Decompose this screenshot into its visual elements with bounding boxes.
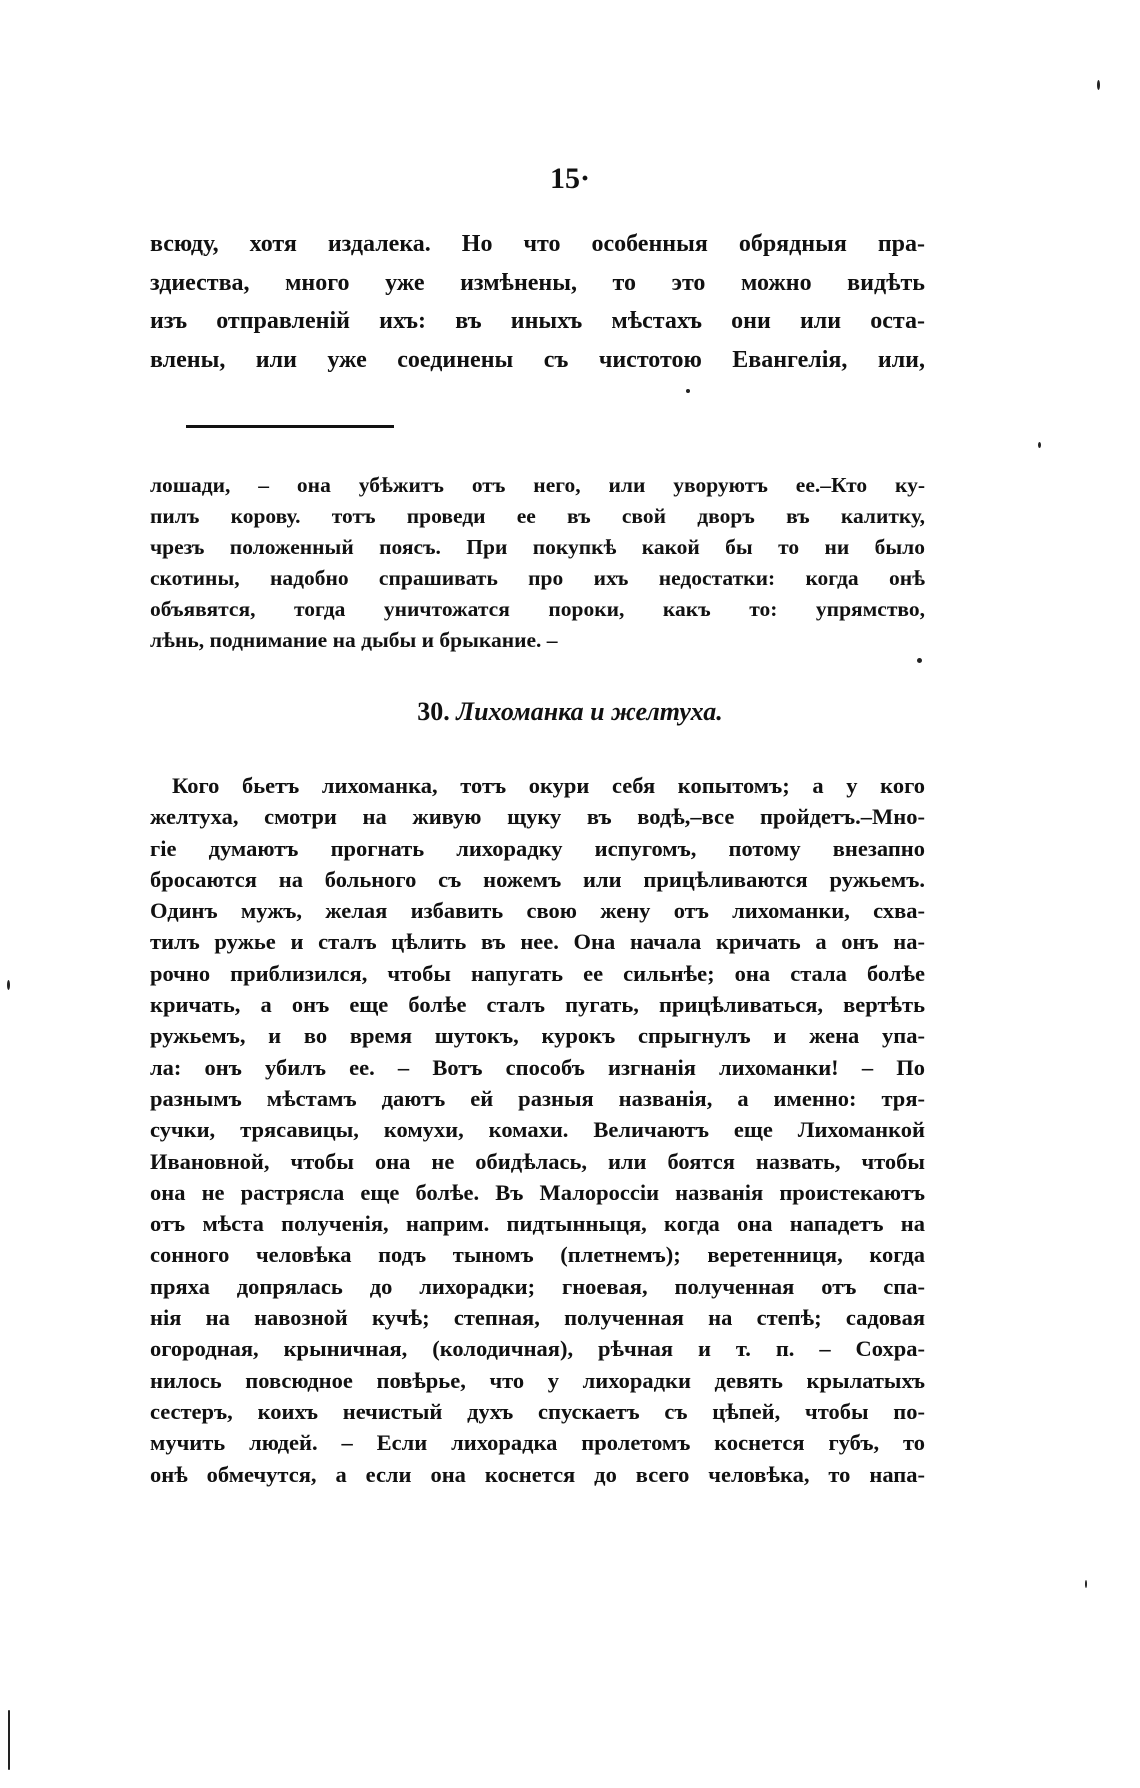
- footnote-block: [150, 470, 925, 656]
- text-line: Одинъ мужъ, желая избавить свою жену отъ лихоманки, схва-: [150, 898, 925, 924]
- text-line: здиества, много уже измѣнены, то это можно видѣть: [150, 269, 925, 296]
- text-line: онѣ обмечутся, а если она коснется до всего человѣка, то напа-: [150, 1461, 925, 1487]
- footnote-line: лошади, – она убѣжитъ отъ него, или уворуютъ ее.–Кто ку-: [150, 473, 925, 497]
- scan-speck: [1038, 442, 1041, 448]
- text-line: сучки, трясавицы, комухи, комахи. Величаютъ еще Лихоманкой: [150, 1117, 925, 1143]
- text-line: огородная, крыничная, (колодичная), рѣчная и т. п. – Сохра-: [150, 1336, 925, 1362]
- text-line: ла: онъ убилъ ее. – Вотъ способъ изгнанія лихоманки! – По: [150, 1054, 925, 1080]
- scan-speck: [8, 1710, 10, 1770]
- section-title: Лихоманка и желтуха.: [456, 697, 723, 726]
- text-line: пряха допрялась до лихорадки; гноевая, полученная отъ спа-: [150, 1273, 925, 1299]
- text-line: изъ отправленій ихъ: въ иныхъ мѣстахъ они или оста-: [150, 308, 925, 334]
- scan-speck: [1097, 80, 1100, 90]
- text-line: желтуха, смотри на живую щуку въ водѣ,–все пройдетъ.–Мно-: [150, 804, 925, 830]
- text-line: кричать, а онъ еще болѣе сталъ пугать, прицѣливаться, вертѣть: [150, 992, 925, 1018]
- footnote-line: скотины, надобно спрашивать про ихъ недостатки: когда онѣ: [150, 566, 925, 590]
- section-heading: [0, 697, 1140, 727]
- scan-speck: [917, 658, 922, 663]
- footnote-line: пилъ корову. тотъ проведи ее въ свой дворъ въ калитку,: [150, 504, 925, 528]
- text-line: мучить людей. – Если лихорадка пролетомъ коснется губъ, то: [150, 1430, 925, 1456]
- text-line: Ивановной, чтобы она не обидѣлась, или боятся назвать, чтобы: [150, 1148, 925, 1174]
- text-line: отъ мѣста полученія, наприм. пидтынныця, когда она нападетъ на: [150, 1211, 925, 1237]
- text-line: рочно приблизился, чтобы напугать ее сильнѣе; она стала болѣе: [150, 960, 925, 986]
- text-line: сонного человѣка подъ тыномъ (плетнемъ); веретенниця, когда: [150, 1242, 925, 1268]
- text-line: Кого бьетъ лихоманка, тотъ окури себя копытомъ; а у кого: [172, 773, 925, 798]
- text-line: гіе думаютъ прогнать лихорадку испугомъ, потому внезапно: [150, 835, 925, 861]
- text-line: тилъ ружье и сталъ цѣлить въ нее. Она начала кричать а онъ на-: [150, 929, 925, 955]
- text-line: разнымъ мѣстамъ даютъ ей разныя названія, а именно: тря-: [150, 1085, 925, 1111]
- section-number: 30.: [417, 697, 450, 726]
- text-line: бросаются на больного съ ножемъ или прицѣливаются ружьемъ.: [150, 866, 925, 892]
- body-text-block: [150, 770, 925, 1490]
- page-number: 15·: [549, 162, 590, 195]
- footnote-line: чрезъ положенный поясъ. При покупкѣ какой бы то ни было: [150, 535, 925, 559]
- main-text-block: [150, 225, 925, 379]
- text-line: нія на навозной кучѣ; степная, полученная на степѣ; садовая: [150, 1305, 925, 1331]
- text-line: всюду, хотя издалека. Но что особенныя обрядныя пра-: [150, 231, 925, 257]
- scan-speck: [7, 980, 10, 990]
- scan-speck: [686, 389, 690, 393]
- text-line: сестеръ, коихъ нечистый духъ спускаетъ съ цѣпей, чтобы по-: [150, 1398, 925, 1424]
- scan-speck: [1085, 1580, 1087, 1588]
- footnote-line: объявятся, тогда уничтожатся пороки, какъ то: упрямство,: [150, 597, 925, 621]
- text-line: она не растрясла еще болѣе. Въ Малороссіи названія проистекаютъ: [150, 1179, 925, 1205]
- text-line: ружьемъ, и во время шутокъ, курокъ спрыгнулъ и жена упа-: [150, 1023, 925, 1049]
- footnote-rule: [186, 425, 394, 428]
- text-line: нилось повсюдное повѣрье, что у лихорадки девять крылатыхъ: [150, 1367, 925, 1393]
- footnote-line: лѣнь, поднимание на дыбы и брыкание. –: [150, 628, 558, 652]
- text-line: влены, или уже соединены съ чистотою Евангелія, или,: [150, 346, 925, 373]
